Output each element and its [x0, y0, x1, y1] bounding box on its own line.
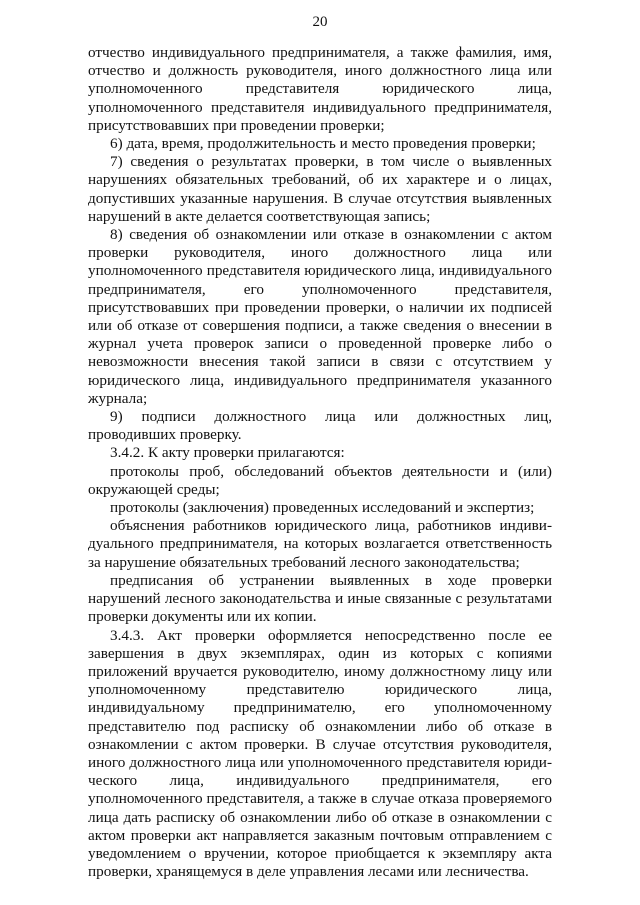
paragraph-item-9: 9) подписи должностного лица или должностных лиц, проводивших проверку. — [88, 408, 552, 444]
paragraph-attachment-protocols: протоколы проб, обследований объектов деятельности и (или) окружающей среды; — [88, 462, 552, 498]
paragraph-continuation: отчество индивидуального предпринимателя, а также фамилия, имя, отчество и должность руководителя, иного должностного лица или уполномоченного представителя юридического лица, уполномоченного представителя индивидуального предпринимателя, присутствовавших при проведении проверки; — [88, 44, 552, 134]
paragraph-3-4-2: 3.4.2. К акту проверки прилагаются: — [110, 444, 345, 462]
document-body — [88, 44, 552, 881]
paragraph-3-4-3: 3.4.3. Акт проверки оформляется непосредственно после ее завершения в двух экземплярах, один из которых с копиями приложений вручается руководителю, иному должностному лицу или уполномоченному представителю юридического лица, индивидуальному предпринимателю, его уполномоченному представителю под расписку об ознакомлении либо об отказе в ознакомлении с актом проверки. В случае отсутствия руководителя, иного должностного лица или уполномоченного представителя юридического лица, индивидуального предпринимателя, его уполномоченного представителя, а также в случае отказа проверяемого лица дать расписку об ознакомлении либо об отказе в ознакомлении с актом проверки акт направляется заказным почтовым отправлением с уведомлением о вручении, которое приобщается к экземпляру акта проверки, хранящемуся в деле управления лесами или лесничества. — [88, 626, 552, 881]
paragraph-attachment-explanations: объяснения работников юридического лица, работников индивидуального предпринимателя, на которых возлагается ответственность за нарушение обязательных требований лесного законодательства; — [88, 517, 552, 571]
page-number: 20 — [312, 14, 328, 30]
paragraph-item-7: 7) сведения о результатах проверки, в том числе о выявленных нарушениях обязательных требований, об их характере и о лицах, допустивших указанные нарушения. В случае отсутствия выявленных нарушений в акте делается соответствующая запись; — [88, 153, 552, 225]
paragraph-attachment-conclusions: протоколы (заключения) проведенных исследований и экспертиз; — [110, 499, 535, 517]
paragraph-item-6: 6) дата, время, продолжительность и место проведения проверки; — [110, 135, 536, 153]
paragraph-attachment-orders: предписания об устранении выявленных в ходе проверки нарушений лесного законодательства и иные связанные с результатами проверки документы или их копии. — [88, 571, 552, 626]
paragraph-item-8: 8) сведения об ознакомлении или отказе в ознакомлении с актом проверки руководителя, иного должностного лица или уполномоченного представителя юридического лица, индивидуального предпринимателя, его уполномоченного представителя, присутствовавших при проведении проверки, о наличии их подписей или об отказе от совершения подписи, а также сведения о внесении в журнал учета проверок записи о проведенной проверке либо о невозможности внесения такой записи в связи с отсутствием у юридического лица, индивидуального предпринимателя указанного журнала; — [88, 226, 552, 407]
